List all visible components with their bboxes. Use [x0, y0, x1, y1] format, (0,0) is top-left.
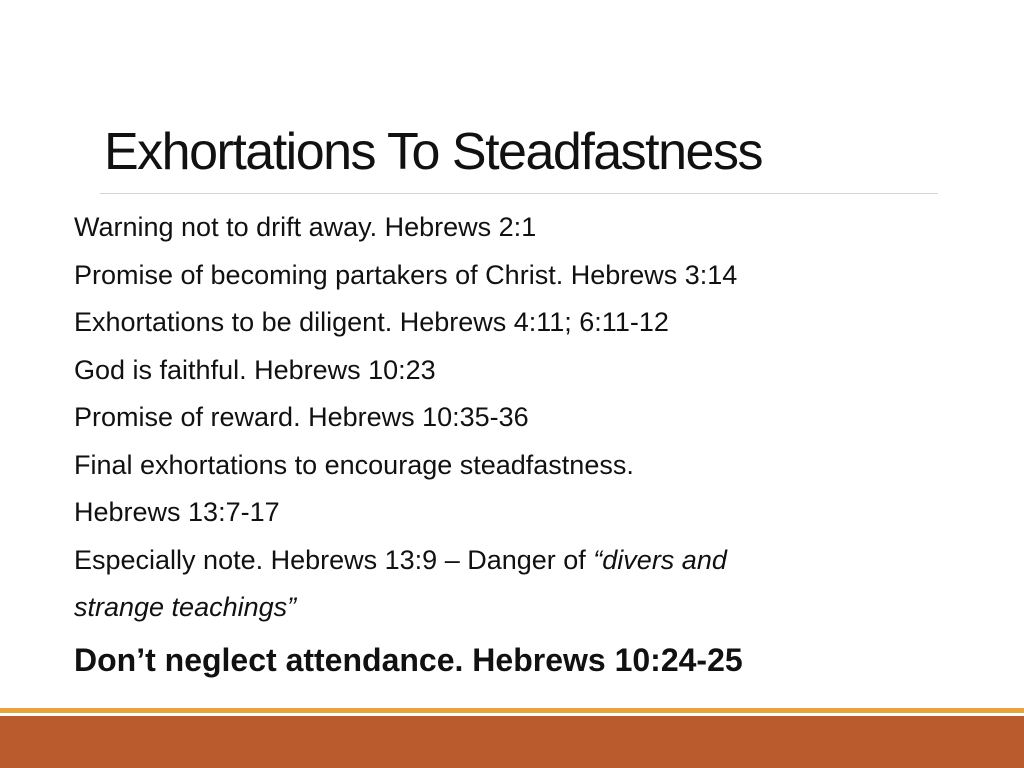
footer-accent-line: [0, 708, 1024, 713]
slide-title: Exhortations To Steadfastness: [104, 123, 762, 181]
body-line-final-exhortations: Final exhortations to encourage steadfastness.: [74, 449, 634, 480]
body-line-drift: Warning not to drift away. Hebrews 2:1: [74, 212, 537, 242]
body-line-especially: [74, 537, 984, 585]
body-line-reward: Promise of reward. Hebrews 10:35-36: [74, 402, 529, 432]
slide-body: [74, 204, 984, 690]
emphasis-line: Don’t neglect attendance. Hebrews 10:24-25: [74, 641, 743, 678]
body-line-final-reference: Hebrews 13:7-17: [74, 497, 280, 527]
body-line-especially-cont: [74, 584, 984, 632]
especially-quote-part2: strange teachings”: [74, 592, 297, 622]
body-line-diligent: Exhortations to be diligent. Hebrews 4:11; 6:11-12: [74, 307, 669, 337]
especially-quote-part1: “divers and: [593, 544, 727, 575]
title-divider: [100, 193, 938, 194]
especially-prefix: Especially note. Hebrews 13:9 – Danger of: [74, 544, 594, 575]
body-line-faithful: God is faithful. Hebrews 10:23: [74, 354, 436, 385]
body-line-partakers: Promise of becoming partakers of Christ. Hebrews 3:14: [74, 259, 738, 290]
footer-band: [0, 716, 1024, 768]
